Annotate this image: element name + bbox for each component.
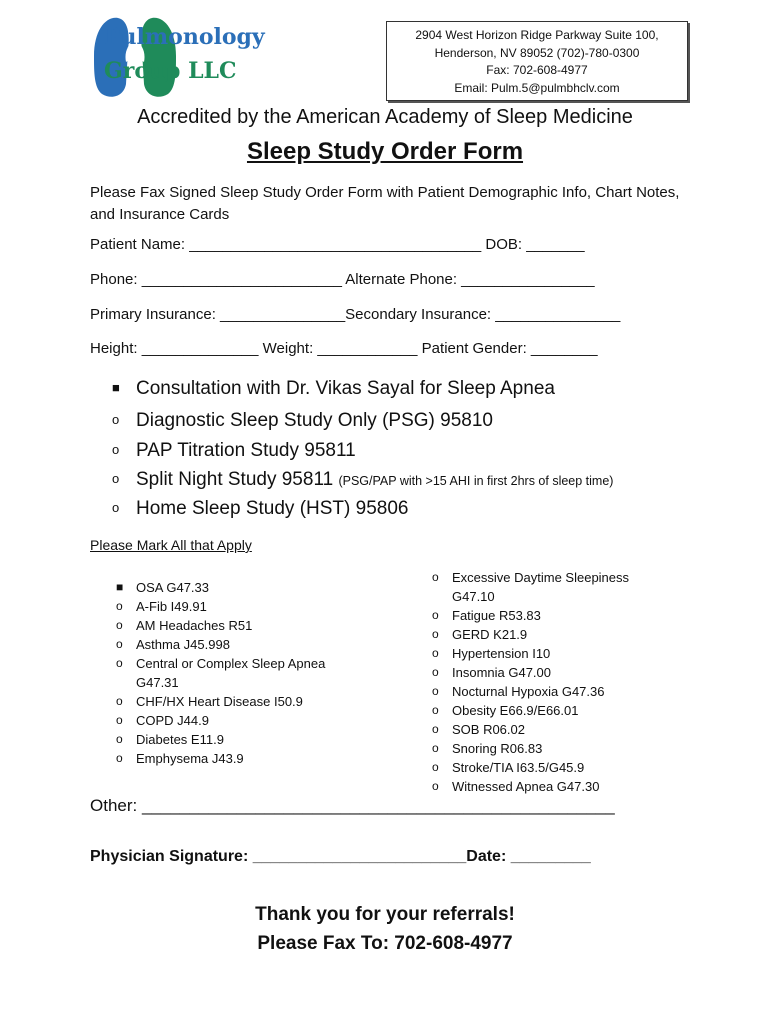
- diagnosis-list-left: [116, 578, 356, 768]
- address-box: [386, 21, 688, 101]
- checkbox-marker[interactable]: o: [432, 646, 439, 660]
- service-option-home-sleep[interactable]: [112, 498, 408, 520]
- diagnosis-item[interactable]: o Central or Complex Sleep Apnea G47.31: [116, 656, 326, 690]
- radio-marker[interactable]: o: [112, 442, 120, 457]
- thanks-text: Thank you for your referrals!: [255, 904, 515, 925]
- service-note: (PSG/PAP with >15 AHI in first 2hrs of sleep time): [338, 474, 614, 488]
- diagnosis-item[interactable]: o COPD J44.9: [116, 713, 209, 728]
- diagnosis-item[interactable]: o Emphysema J43.9: [116, 751, 244, 766]
- radio-marker[interactable]: o: [112, 412, 120, 427]
- checkbox-marker[interactable]: o: [116, 713, 123, 727]
- radio-marker[interactable]: o: [112, 471, 120, 486]
- diagnosis-item[interactable]: o SOB R06.02: [432, 722, 525, 737]
- checkbox-marker[interactable]: o: [116, 637, 123, 651]
- radio-marker[interactable]: o: [112, 500, 120, 515]
- diagnosis-item[interactable]: o Obesity E66.9/E66.01: [432, 703, 579, 718]
- height-weight-gender-field[interactable]: Height: ______________ Weight: ____________ Patient Gender: ________: [90, 340, 598, 357]
- diagnosis-item[interactable]: o Witnessed Apnea G47.30: [432, 779, 600, 794]
- diagnosis-item[interactable]: o AM Headaches R51: [116, 618, 253, 633]
- closing-message: [0, 900, 770, 958]
- service-label: Diagnostic Sleep Study Only (PSG) 95810: [136, 410, 493, 431]
- checkbox-marker[interactable]: o: [432, 627, 439, 641]
- diagnosis-item[interactable]: o Stroke/TIA I63.5/G45.9: [432, 760, 585, 775]
- checkbox-marker[interactable]: o: [432, 608, 439, 622]
- other-field[interactable]: Other: __________________________________________________: [90, 796, 615, 815]
- diagnosis-item[interactable]: ■ OSA G47.33: [116, 580, 209, 595]
- checkbox-marker[interactable]: o: [116, 751, 123, 765]
- fax-to-text: Please Fax To: 702-608-4977: [257, 933, 513, 954]
- email-line: Email: Pulm.5@pulmbhclv.com: [454, 80, 620, 95]
- checkbox-marker[interactable]: o: [116, 599, 123, 613]
- diagnosis-item[interactable]: o Insomnia G47.00: [432, 665, 552, 680]
- diagnosis-item[interactable]: o A-Fib I49.91: [116, 599, 207, 614]
- logo-line-1: Pulmonology: [104, 24, 265, 50]
- mark-all-heading: Please Mark All that Apply: [90, 537, 252, 553]
- fax-line: Fax: 702-608-4977: [486, 63, 588, 77]
- logo-text: [104, 20, 265, 88]
- checkbox-marker[interactable]: o: [432, 684, 439, 698]
- checkbox-marker[interactable]: ■: [112, 380, 120, 395]
- patient-name-dob-field[interactable]: Patient Name: ___________________________________ DOB: _______: [90, 236, 585, 253]
- checkbox-marker[interactable]: o: [432, 665, 439, 679]
- checkbox-marker[interactable]: ■: [116, 580, 124, 594]
- checkbox-marker[interactable]: o: [116, 694, 123, 708]
- service-label: Consultation with Dr. Vikas Sayal for Sleep Apnea: [136, 378, 555, 399]
- diagnosis-item[interactable]: o CHF/HX Heart Disease I50.9: [116, 694, 303, 709]
- checkbox-marker[interactable]: o: [116, 732, 123, 746]
- checkbox-marker[interactable]: o: [116, 656, 123, 670]
- service-option-split-night[interactable]: [112, 469, 613, 491]
- diagnosis-item[interactable]: o Asthma J45.998: [116, 637, 230, 652]
- service-label: PAP Titration Study 95811: [136, 440, 356, 461]
- signature-date-field[interactable]: Physician Signature: ________________________Date: _________: [90, 848, 591, 865]
- service-label: Home Sleep Study (HST) 95806: [136, 498, 409, 519]
- service-label: Split Night Study 95811: [136, 469, 339, 490]
- service-option-consultation[interactable]: [112, 378, 555, 400]
- diagnosis-item[interactable]: o Diabetes E11.9: [116, 732, 224, 747]
- insurance-field[interactable]: Primary Insurance: _______________Secondary Insurance: _______________: [90, 306, 621, 323]
- checkbox-marker[interactable]: o: [432, 779, 439, 793]
- address-line: 2904 West Horizon Ridge Parkway Suite 100,: [415, 28, 659, 42]
- diagnosis-item[interactable]: o Fatigue R53.83: [432, 608, 541, 623]
- page-title: Sleep Study Order Form: [246, 138, 524, 165]
- service-option-psg[interactable]: [112, 410, 493, 432]
- logo-line-2: Group LLC: [104, 58, 237, 84]
- instructions-text: Please Fax Signed Sleep Study Order Form with Patient Demographic Info, Chart Notes, and Insurance Cards: [90, 184, 680, 223]
- diagnosis-item[interactable]: o GERD K21.9: [432, 627, 528, 642]
- checkbox-marker[interactable]: o: [432, 570, 439, 584]
- diagnosis-item[interactable]: o Hypertension I10: [432, 646, 551, 661]
- checkbox-marker[interactable]: o: [432, 760, 439, 774]
- phone-field[interactable]: Phone: ________________________ Alternate Phone: ________________: [90, 271, 595, 288]
- accreditation-text: Accredited by the American Academy of Sleep Medicine: [137, 106, 633, 128]
- diagnosis-item[interactable]: o Excessive Daytime Sleepiness G47.10: [432, 570, 630, 604]
- diagnosis-item[interactable]: o Nocturnal Hypoxia G47.36: [432, 684, 605, 699]
- diagnosis-list-right: [432, 568, 652, 796]
- service-option-pap[interactable]: [112, 440, 356, 462]
- diagnosis-item[interactable]: o Snoring R06.83: [432, 741, 543, 756]
- address-line: Henderson, NV 89052 (702)-780-0300: [434, 45, 640, 60]
- checkbox-marker[interactable]: o: [432, 703, 439, 717]
- checkbox-marker[interactable]: o: [432, 741, 439, 755]
- checkbox-marker[interactable]: o: [116, 618, 123, 632]
- checkbox-marker[interactable]: o: [432, 722, 439, 736]
